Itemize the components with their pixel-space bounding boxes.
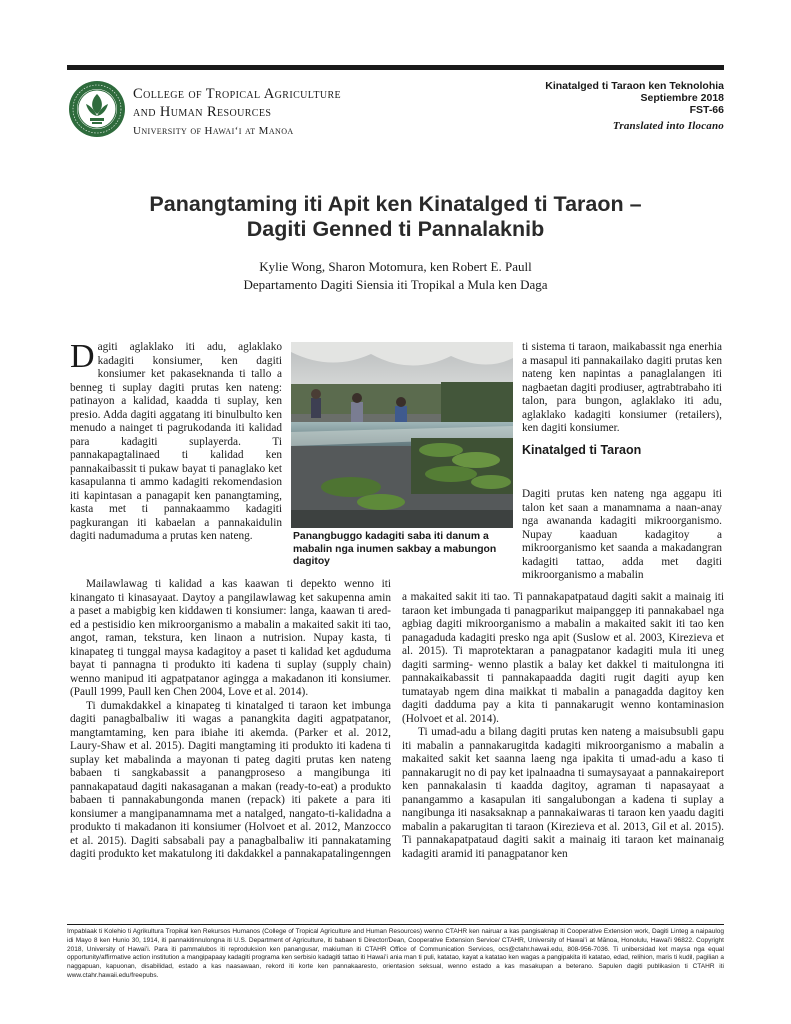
right-column-middle [522,488,722,583]
title-line-1: Panangtaming iti Apit ken Kinatalged ti Taraon – [149,192,642,216]
right-column-lower [402,591,724,861]
intro-text: agiti aglaklako iti adu, aglaklako kadagiti konsiumer, ken dagiti konsiumer ket pakaseknanda ti tallo a benneg ti suplay dagiti prutas ken nateng: patinayon a kalidad, kaadda ti suplay, ken presio. Adda dagiti aggatang iti binulbulto ken menudo a nainget ti pagrukodanda iti kalidad para kadagiti suplayerda. Ti pannakapagtalinaed ti kalidad ken pannakaibassit ti pukaw bayat ti panaglako ket kasapulanna ti ammo kadagiti rekomendasion iti kapintasan a panagapit ken panangtaming, kasta met ti pannakaammo kadagiti pagkurangan iti kabaelan a pannakaidulin dagiti nadumaduma a prutas ken nateng. [70,341,282,542]
footer-rule [67,924,724,925]
photo-caption: Panangbuggo kadagiti saba iti danum a mabalin nga inumen sakbay a mabungon dagitoy [293,531,497,567]
right-column-upper [522,341,722,460]
university-name: University of Hawaiʻi at Manoa [133,125,294,137]
paragraph-quality: Mailawlawag ti kalidad a kas kaawan ti depekto wenno iti kinangato ti kinasayaat. Daytoy a pangilawlawag ket sakupenna amin a paset a mabigbig ken kiddawen ti konsiumer: langa, kaawan ti ared-ed a pestisidio ken mikroorganismo a mabalin a makaited sakit iti tao, angot, raman, tekstura, ken linaon a nutrision. Nupay kasta, ti kinapateg ti tunggal maysa kadagitoy a paset ti kalidad ket agduduma bayat ti pannagna ti produkto iti kadena ti suplay (supply chain) wenno manipud iti agpatpatanor agingga a makadanon iti konsiumer. (Paull 1999, Paull ken Chen 2004, Love et al. 2014). [70,578,391,698]
translation-note: Translated into Ilocano [612,120,724,132]
publication-date: Septiembre 2018 [640,92,724,104]
publication-info [464,80,724,132]
college-name-block [133,85,433,139]
drop-cap: D [70,338,95,375]
intro-paragraph [70,338,282,544]
paragraph-microorganisms-start: Dagiti prutas ken nateng nga aggapu iti talon ket saan a manamnama a naan-anay nga awananda kadagiti mikroorganismo. Nupay kaaduan kadagitoy a mikroorganismo ket saanda a makadangran kadagiti tattao, adda met dagiti mikroorganismo a mabalin [522,488,722,581]
series-name: Kinatalged ti Taraon ken Teknolohia [545,80,724,92]
top-rule [67,65,724,70]
article-byline [67,258,724,294]
paragraph-food-safety-importance: Ti dumakdakkel a kinapateg ti kinatalged ti taraon ket imbunga dagiti panagbalbaliw iti wagas a panangkita dagiti agpatpatanor, mangtamtaming, ken para ibiahe iti akemda. (Parker et al. 2012, Laury-Shaw et al. 2015). Dagiti mangtaming iti produkto iti kadena ti suplay ket mabalinda a mayonan ti pateg dagiti prutas ken nateng babaen ti sangkabassit a panangproseso a mangibunga iti pannakapataud dagiti nakasaganan a makan (ready-to-eat) a produkto babaen ti pannakabungonda manen (repack) iti pakete a para iti konsiumer a mangipanamnama met a natalged, nangato-ti-kalidadna a produkto ti makadanon iti konsiumer (Holvoet et al. 2012, Manzocco et al. 2015). Dagiti sabsabali pay a panagbalbaliw iti pannakataming dagiti produkto ket makatulong iti dakdakkel a pannakapatalingenngen [70,699,391,860]
title-line-2: Dagiti Genned ti Pannalaknib [246,217,545,241]
college-name-line1: College of Tropical Agriculture [133,86,342,102]
authors: Kylie Wong, Sharon Motomura, ken Robert E. Paull [259,259,532,274]
footer-notice: Impablaak ti Kolehio ti Agrikultura Tropikal ken Rekursos Humanos (College of Tropical Agriculture and Human Resources) wenno CTAHR ken nairuar a kas pangisaknap iti Cooperative Extension work, Dagiti Linteg a naipaulog idi Mayo 8 ken Hunio 30, 1914, iti pannakitinnulongna iti U.S. Department of Agriculture, iti babaen ti Director/Dean, Cooperative Extension Service/ CTAHR, University of Hawaiʻi at Mānoa, Honolulu, Hawaiʻi 96822. Copyright 2018, University of Hawaiʻi. Para iti pammalubos iti reproduksion ken panangusar, makiuman iti CTAHR Office of Communication Services, ocs@ctahr.hawaii.edu, 808-956-7036. Ti unibersidad ket maysa nga equal opportunity/affirmative action institution a mangipapaay kadagiti programa ken serbisio kadagiti tattao iti Hawaiʻi ania man ti puli, katatao, kayat a katatao ken wagas a pangipakita iti katatao, edad, relihion, maris ti kudil, pagilian a naggapuan, kapuonan, disabilidad, estado a kas naasawaan, rekord iti korte ken pannakaaresto, orientasion seksual, wenno estado a kas masakupan a beterano. Sapulen dagiti publikasion ti CTAHR iti www.ctahr.hawaii.edu/freepubs. [67,928,724,979]
university-seal-logo [68,80,126,138]
article-title [67,192,724,242]
banana-washing-photo [291,342,513,528]
publication-code: FST-66 [689,104,724,116]
college-name-line2: and Human Resources [133,104,272,120]
intro-column [70,338,282,544]
paragraph-system-continued: ti sistema ti taraon, maikabassit nga enerhia a masapul iti pannakailako dagiti prutas ken nateng ken napintas a panaglalangen iti nagbaetan dagiti prodiuser, agtrabtrabaho iti talon, para bungon, aglaklako iti adu, aglaklako kadagiti konsiumer (retailers), ken dagiti konsiumer. [522,341,722,434]
paragraph-recalls: Ti umad-adu a bilang dagiti prutas ken nateng a maisubsubli gapu iti mabalin a pannakarugitda kadagiti mikroorganismo a mabalin a makaited sakit ket saanna laeng nga ipakita ti umad-adu a kaso ti pannakarugit no di pay ket ipalnaadna ti sumaysayaat a pannakaireport ken pannakalasin ti kaadda dagitoy, agraman ti napasayaat a panangammo a kasapulan iti sangalubongan a kadena ti suplay a nangibunga iti nasaksaknap a pannakaiwaras ti taraon ken yaadu dagiti mabalin a pakarugitan ti taraon (Kirezieva et al. 2013, Gil et al. 2015). Ti pannakapatpataud dagiti sakit a mainaig iti taraon ket mainanaig kadagiti aramid iti panagpatanor ken [402,726,724,860]
left-column-lower [70,578,391,862]
department: Departamento Dagiti Siensia iti Tropikal a Mula ken Daga [243,277,548,292]
section-heading-food-safety: Kinatalged ti Taraon [522,442,642,457]
paragraph-microorganisms-cont: a makaited sakit iti tao. Ti pannakapatpataud dagiti sakit a mainaig iti taraon ket imbungada ti panagparikut maipanggep iti pannakabael nga agbiag dagiti mikroorganismo a mabalin a makaited sakit iti tao ken panagaduda kadagiti presko nga apit (Suslow et al. 2003, Kirezieva et al. 2015). Ti maprotektaran a panagpatanor kadagiti mula iti uneg dagiti sarming- wenno plastik a balay ket dakkel ti maitulongna iti pannakaikabassit ti pannakapaadda dagiti rugit dagiti ayup ken tumatayab ngem dina maikkat ti mabalin a panagadda dagitoy ken dagiti dadduma pay a kita ti pannakarugit wenno kontaminasion (Holvoet et al. 2014). [402,591,724,725]
